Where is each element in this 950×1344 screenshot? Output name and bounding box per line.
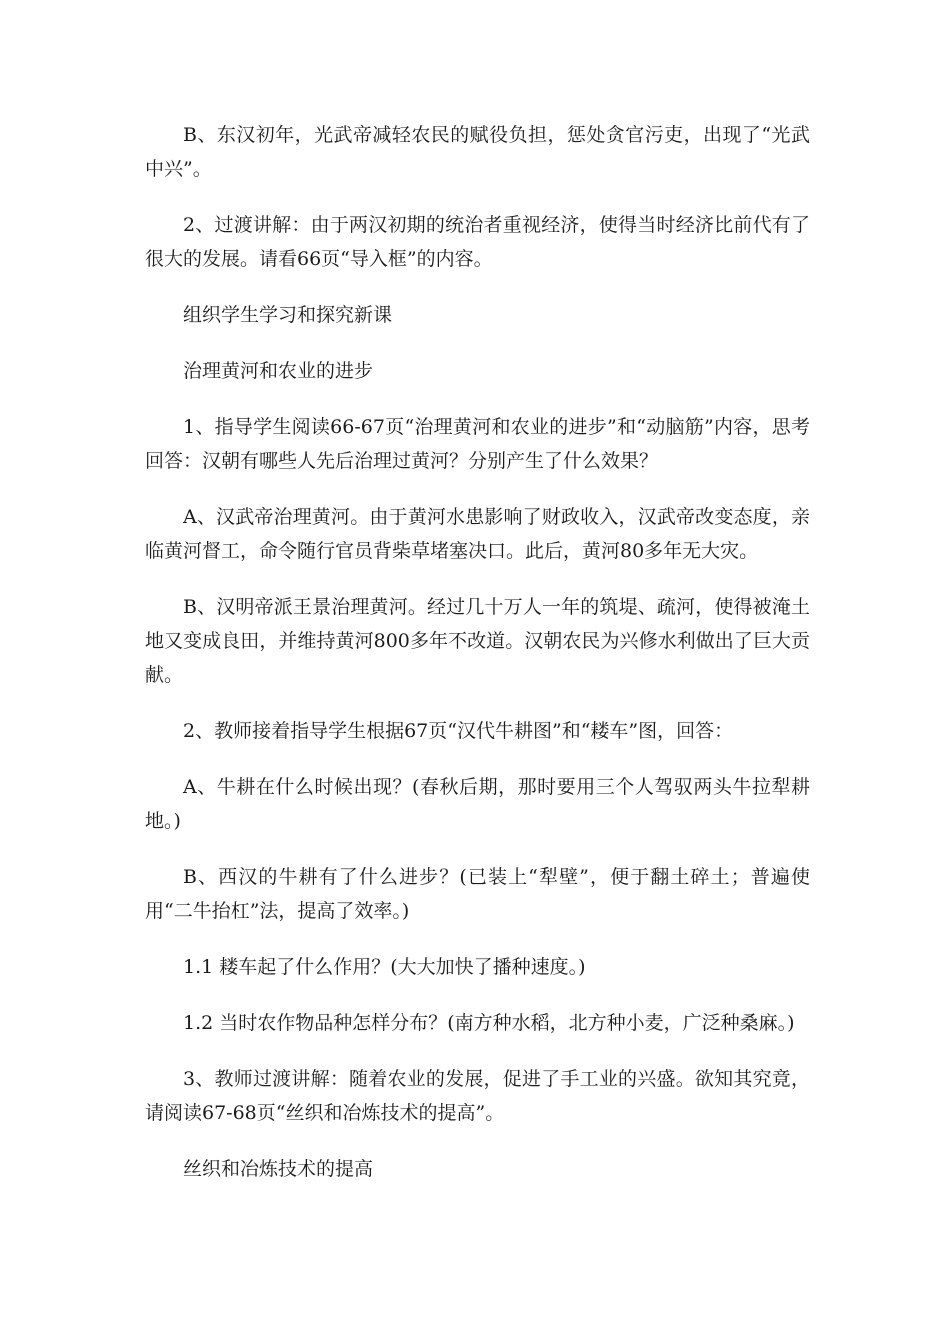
- paragraph-13: 3、教师过渡讲解：随着农业的发展，促进了手工业的兴盛。欲知其究竟，请阅读67-68页“丝织和冶炼技术的提高”。: [145, 1068, 810, 1124]
- paragraph-12: 1.2 当时农作物品种怎样分布？(南方种水稻，北方种小麦，广泛种桑麻。): [183, 1012, 795, 1034]
- section-heading-yellow-river: 治理黄河和农业的进步: [183, 360, 374, 382]
- document-body: [145, 118, 810, 1208]
- paragraph-10: B、西汉的牛耕有了什么进步？(已装上“犁壁”，便于翻土碎土；普遍使用“二牛抬杠”法，提高了效率。): [145, 866, 810, 922]
- paragraph-6: A、汉武帝治理黄河。由于黄河水患影响了财政收入，汉武帝改变态度，亲临黄河督工，命令随行官员背柴草堵塞决口。此后，黄河80多年无大灾。: [145, 506, 810, 562]
- paragraph-9: A、牛耕在什么时候出现？(春秋后期，那时要用三个人驾驭两头牛拉犁耕地。): [145, 776, 810, 832]
- paragraph-1: B、东汉初年，光武帝减轻农民的赋役负担，惩处贪官污吏，出现了“光武中兴”。: [145, 124, 810, 180]
- section-heading-study: 组织学生学习和探究新课: [183, 304, 393, 326]
- section-heading-silk: 丝织和冶炼技术的提高: [183, 1158, 374, 1180]
- paragraph-7: B、汉明帝派王景治理黄河。经过几十万人一年的筑堤、疏河，使得被淹土地又变成良田，并维持黄河800多年不改道。汉朝农民为兴修水利做出了巨大贡献。: [145, 596, 810, 686]
- paragraph-2: 2、过渡讲解：由于两汉初期的统治者重视经济，使得当时经济比前代有了很大的发展。请看66页“导入框”的内容。: [145, 214, 810, 270]
- paragraph-11: 1.1 耧车起了什么作用？(大大加快了播种速度。): [183, 956, 586, 978]
- paragraph-8: 2、教师接着指导学生根据67页“汉代牛耕图”和“耧车”图，回答：: [183, 720, 734, 742]
- paragraph-5: 1、指导学生阅读66-67页“治理黄河和农业的进步”和“动脑筋”内容，思考回答：汉朝有哪些人先后治理过黄河？分别产生了什么效果？: [145, 416, 810, 472]
